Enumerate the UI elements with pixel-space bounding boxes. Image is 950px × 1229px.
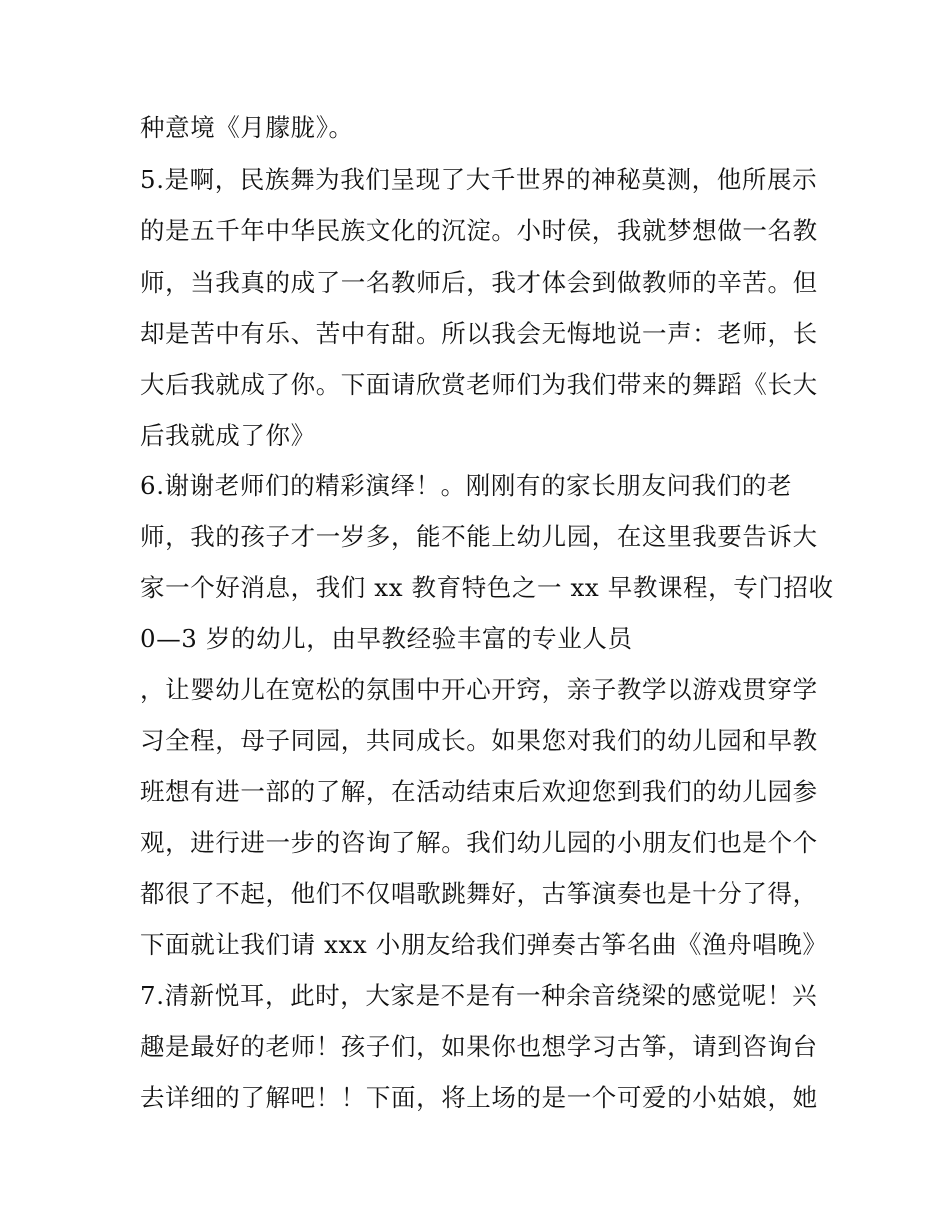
text-line: 7.清新悦耳，此时，大家是不是有一种余音绕梁的感觉呢！兴: [140, 981, 818, 1010]
text-line: 班想有进一部的了解，在活动结束后欢迎您到我们的幼儿园参: [140, 777, 818, 806]
text-line: 师，当我真的成了一名教师后，我才体会到做教师的辛苦。但: [140, 268, 818, 297]
text-line: 下面就让我们请 xxx 小朋友给我们弹奏古筝名曲《渔舟唱晚》: [140, 930, 828, 959]
text-line: 家一个好消息，我们 xx 教育特色之一 xx 早教课程，专门招收: [140, 573, 834, 602]
text-line: 种意境《月朦胧》。: [140, 113, 354, 142]
text-line: 后我就成了你》: [140, 421, 316, 450]
text-line: 习全程，母子同园，共同成长。如果您对我们的幼儿园和早教: [140, 726, 818, 755]
text-line: 都很了不起，他们不仅唱歌跳舞好，古筝演奏也是十分了得，: [140, 879, 818, 908]
text-line: 大后我就成了你。下面请欣赏老师们为我们带来的舞蹈《长大: [140, 370, 818, 399]
text-line: ，让婴幼儿在宽松的氛围中开心开窍，亲子教学以游戏贯穿学: [140, 675, 818, 704]
text-line: 的是五千年中华民族文化的沉淀。小时侯，我就梦想做一名教: [140, 216, 818, 245]
text-line: 6.谢谢老师们的精彩演绎！。刚刚有的家长朋友问我们的老: [140, 471, 793, 500]
text-line: 趣是最好的老师！孩子们，如果你也想学习古筝，请到咨询台: [140, 1032, 818, 1061]
text-line: 师，我的孩子才一岁多，能不能上幼儿园，在这里我要告诉大: [140, 522, 818, 551]
text-line: 0—3 岁的幼儿，由早教经验丰富的专业人员: [140, 624, 633, 653]
text-line: 却是苦中有乐、苦中有甜。所以我会无悔地说一声：老师，长: [140, 319, 818, 348]
text-line: 去详细的了解吧！！下面，将上场的是一个可爱的小姑娘，她: [140, 1083, 818, 1112]
text-line: 观，进行进一步的咨询了解。我们幼儿园的小朋友们也是个个: [140, 828, 818, 857]
text-line: 5.是啊，民族舞为我们呈现了大千世界的神秘莫测，他所展示: [140, 165, 818, 194]
